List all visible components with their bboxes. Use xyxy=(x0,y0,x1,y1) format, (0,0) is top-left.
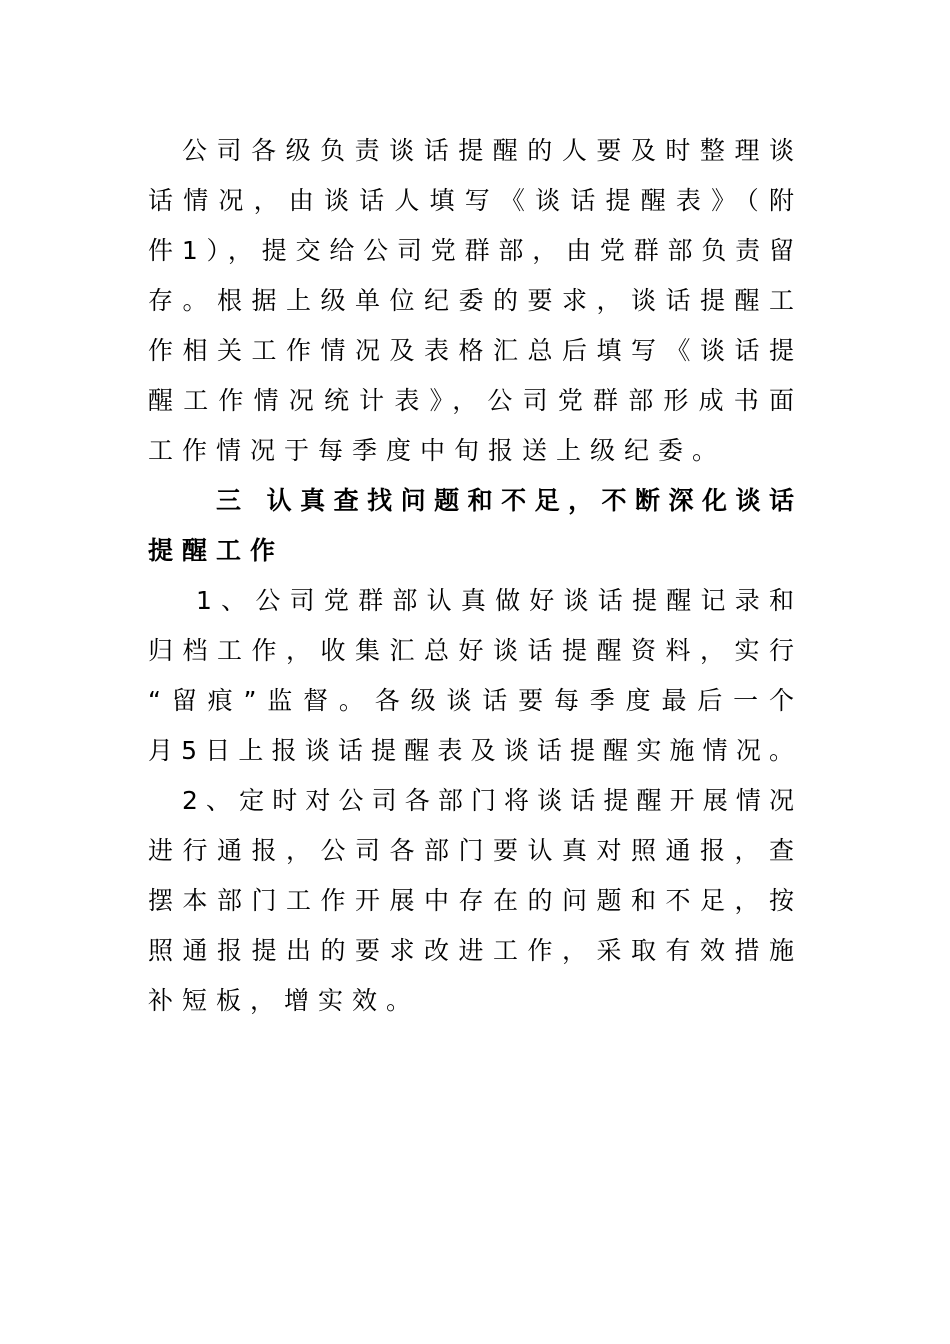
list-item-line: 1、公司党群部认真做好谈话提醒记录和 xyxy=(196,586,794,615)
list-item-line: 进行通报，公司各部门要认真对照通报，查 xyxy=(148,836,794,865)
paragraph-line: 话情况，由谈话人填写《谈话提醒表》（附 xyxy=(148,186,794,215)
list-item-line: 归档工作，收集汇总好谈话提醒资料，实行 xyxy=(148,636,794,665)
paragraph-line: 存。根据上级单位纪委的要求，谈话提醒工 xyxy=(148,286,794,315)
paragraph-line: 醒工作情况统计表》，公司党群部形成书面 xyxy=(148,386,794,415)
section-heading: 三 认真查找问题和不足，不断深化谈话 xyxy=(216,486,794,515)
list-item-line: “留痕”监督。各级谈话要每季度最后一个 xyxy=(148,686,794,715)
list-item-line: 照通报提出的要求改进工作，采取有效措施 xyxy=(148,936,794,965)
list-item-line: 摆本部门工作开展中存在的问题和不足，按 xyxy=(148,886,794,915)
paragraph-line: 件1），提交给公司党群部，由党群部负责留 xyxy=(148,236,794,265)
list-item-line: 月5日上报谈话提醒表及谈话提醒实施情况。 xyxy=(148,736,794,765)
list-item-line: 补短板，增实效。 xyxy=(148,986,421,1015)
list-item-line: 2、定时对公司各部门将谈话提醒开展情况 xyxy=(182,786,794,815)
paragraph-line: 公司各级负责谈话提醒的人要及时整理谈 xyxy=(182,136,794,165)
paragraph-line: 工作情况于每季度中旬报送上级纪委。 xyxy=(148,436,727,465)
section-heading: 提醒工作 xyxy=(148,536,285,565)
paragraph-line: 作相关工作情况及表格汇总后填写《谈话提 xyxy=(148,336,794,365)
